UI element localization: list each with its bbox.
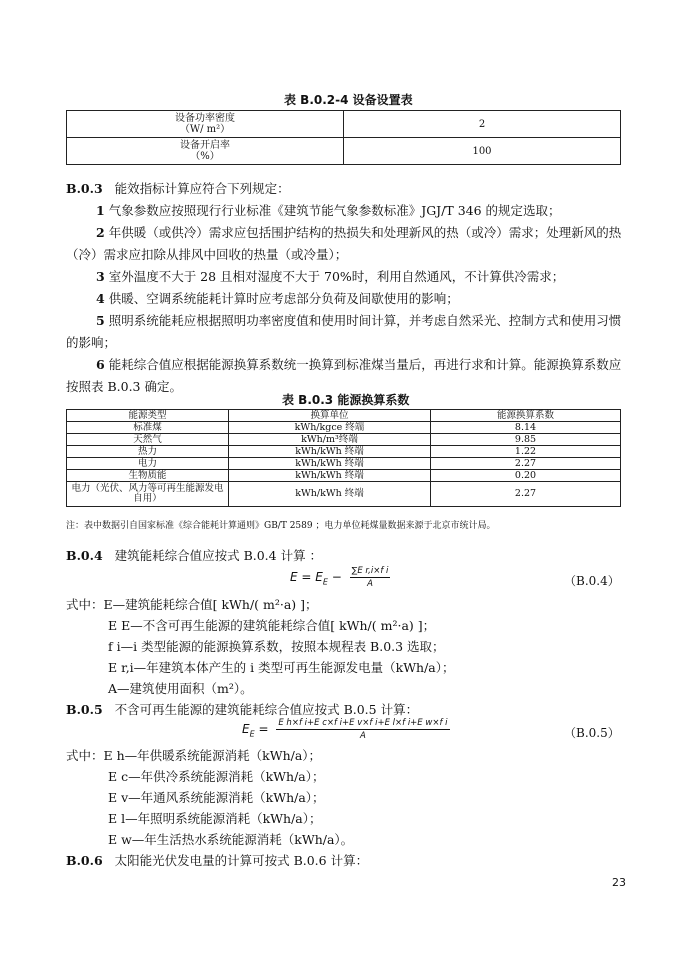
table-cell: 2.27 [431,458,621,470]
table-caption-b03: 表 B.0.3 能源换算系数 [282,393,410,407]
table-row [67,111,621,138]
definition-line: 式中：E—建筑能耗综合值[ kWh/( m²·a) ]； [66,597,318,612]
table-cell: 0.20 [431,470,621,482]
column-header: 换算单位 [229,410,431,422]
definition-line: A—建筑使用面积（m²）。 [108,681,253,696]
table-caption-b024: 表 B.0.2-4 设备设置表 [284,93,413,107]
definition-line: E l—年照明系统能源消耗（kWh/a）； [108,811,322,826]
table-header-row [67,410,621,422]
equation-fraction: $\frac{\text{E h×f i+E c×f i+E v×f i+E l×f i+E w×f i}}{A}$ [278,718,448,741]
definition-line: E v—年通风系统能源消耗（kWh/a）； [108,790,325,805]
table-cell: kWh/m³终端 [229,434,431,446]
table-cell: kWh/kWh 终端 [229,470,431,482]
clause-b04-heading: B.0.4 建筑能耗综合值应按式 B.0.4 计算 ： [66,548,323,563]
definition-line: E E—不含可再生能源的建筑能耗综合值[ kWh/( m²·a) ]； [108,618,436,633]
energy-conversion-table [66,409,621,507]
clause-b03-item-5: 5 照明系统能耗应根据照明功率密度值和使用时间计算，并考虑自然采光、控制方式和使用习惯的影响； [66,313,622,350]
definition-line: f i—i 类型能源的能源换算系数，按照本规程表 B.0.3 选取； [108,639,445,654]
clause-b03-item-2: 2 年供暖（或供冷）需求应包括围护结构的热损失和处理新风的热（或冷）需求；处理新风的热（冷）需求应扣除从排风中回收的热量（或冷量）； [66,225,622,262]
page-number: 23 [612,876,626,889]
column-header: 能源类型 [67,410,229,422]
table-row [67,434,621,446]
table-cell: 天然气 [67,434,229,446]
table-cell: kWh/kWh 终端 [229,458,431,470]
table-cell: kWh/kWh 终端 [229,482,431,507]
table-row [67,422,621,434]
definition-line: E c—年供冷系统能源消耗（kWh/a）； [108,769,325,784]
table-cell: 热力 [67,446,229,458]
table-cell: 2 [344,111,621,138]
clause-b03-item-4: 4 供暖、空调系统能耗计算时应考虑部分负荷及间歇使用的影响； [96,291,459,306]
table-cell: 电力（光伏、风力等可再生能源发电自用） [67,482,229,507]
table-row [67,446,621,458]
clause-b03-item-6: 6 能耗综合值应根据能源换算系数统一换算到标准煤当量后，再进行求和计算。能源换算系数应按照表 B.0.3 确定。 [66,357,622,394]
table-cell: kWh/kgce 终端 [229,422,431,434]
definition-line: E w—年生活热水系统能源消耗（kWh/a）。 [108,832,354,847]
table-cell: 8.14 [431,422,621,434]
clause-b03-heading: B.0.3 能效指标计算应符合下列规定： [66,181,290,196]
equation-number: （B.0.4） [564,574,620,588]
definition-line: 式中：E h—年供暖系统能源消耗（kWh/a）； [66,748,322,763]
table-row [67,458,621,470]
clause-b03-item-3: 3 室外温度不大于 28 且相对湿度不大于 70%时，利用自然通风，不计算供冷需求； [96,269,565,284]
table-cell: kWh/kWh 终端 [229,446,431,458]
clause-b06-heading: B.0.6 太阳能光伏发电量的计算可按式 B.0.6 计算： [66,853,369,868]
definition-line: E r,i—年建筑本体产生的 i 类型可再生能源发电量（kWh/a）； [108,660,455,675]
clause-b03-item-1: 1 气象参数应按照现行行业标准《建筑节能气象参数标准》JGJ/T 346 的规定选取； [96,203,561,218]
table-row [67,482,621,507]
equation-fraction: $\frac{\text{∑E r,i×f i}}{A}$ [351,566,389,589]
table-cell: 设备开启率 （%） [67,138,344,165]
table-cell: 2.27 [431,482,621,507]
table-cell: 标准煤 [67,422,229,434]
equation-number: （B.0.5） [564,726,620,740]
table-row [67,138,621,165]
equation-b04: $E = E_E$ − $\frac{\text{∑E r,i×f i}}{A}$ [290,566,389,589]
column-header: 能源换算系数 [431,410,621,422]
table-cell: 生物质能 [67,470,229,482]
equipment-table [66,110,621,165]
table-cell: 1.22 [431,446,621,458]
clause-b05-heading: B.0.5 不含可再生能源的建筑能耗综合值应按式 B.0.5 计算： [66,702,419,717]
table-cell: 电力 [67,458,229,470]
table-note: 注：表中数据引自国家标准《综合能耗计算通则》GB/T 2589 ；电力单位耗煤量数据来源于北京市统计局。 [66,521,496,531]
table-row [67,470,621,482]
table-cell: 设备功率密度 （W/ m²） [67,111,344,138]
equation-b05: $E_E$ = $\frac{\text{E h×f i+E c×f i+E v×f i+E l×f i+E w×f i}}{A}$ [242,718,448,741]
table-cell: 9.85 [431,434,621,446]
table-cell: 100 [344,138,621,165]
